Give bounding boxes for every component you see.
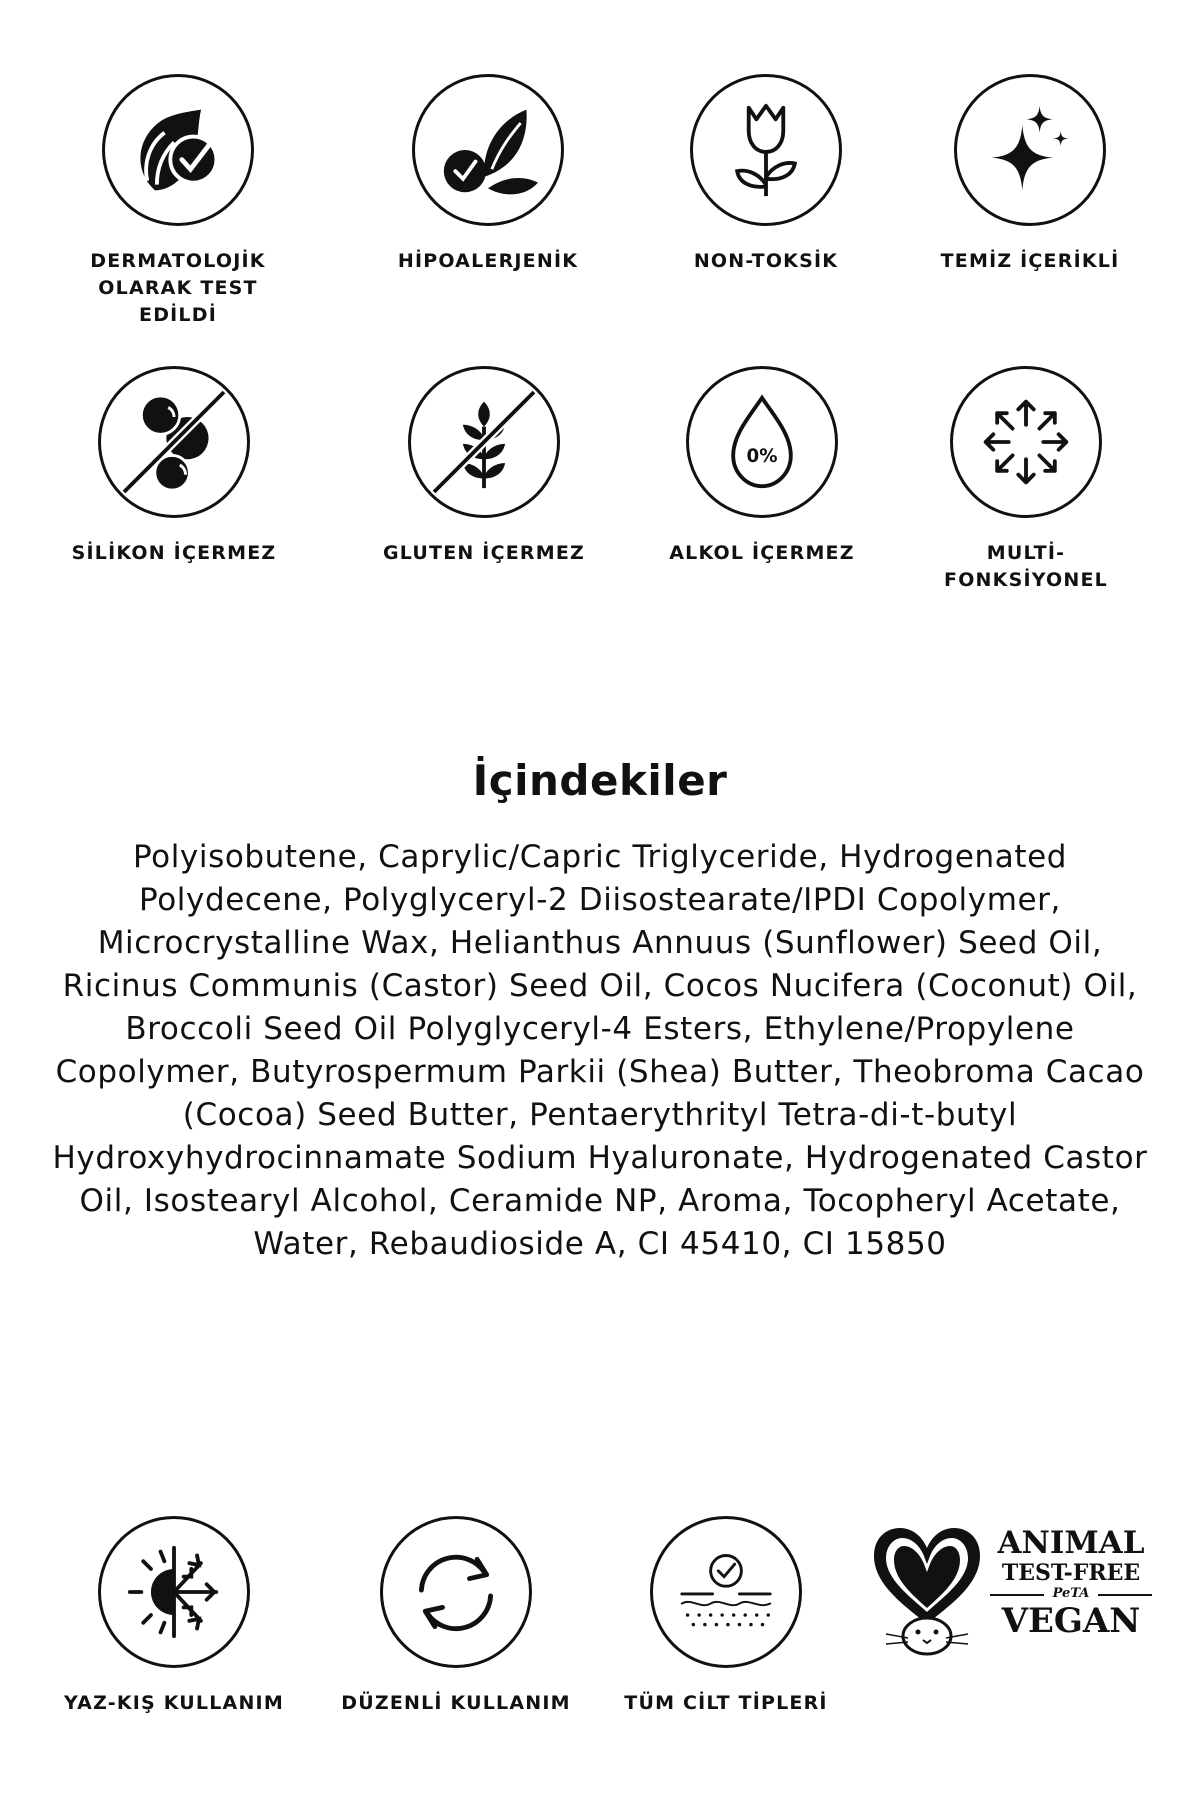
- badge-dermatologically-tested: [58, 74, 298, 329]
- drop-zero-percent-icon: [686, 366, 838, 518]
- sparkle-icon: [954, 74, 1106, 226]
- badge-label: MULTİ-FONKSİYONEL: [944, 542, 1108, 591]
- badge-label: TÜM CİLT TİPLERİ: [624, 1692, 828, 1714]
- zero-percent-text: 0%: [746, 446, 778, 468]
- peta-badge: [868, 1522, 1158, 1662]
- leaves-check-icon: [412, 74, 564, 226]
- badge-label: GLUTEN İÇERMEZ: [383, 542, 585, 564]
- badge-label: HİPOALERJENİK: [397, 250, 579, 272]
- badge-label: YAZ-KIŞ KULLANIM: [64, 1692, 284, 1714]
- peta-test-free-text: TEST-FREE: [1001, 1560, 1141, 1586]
- badge-label: DERMATOLOJİK OLARAK TEST EDİLDİ: [90, 250, 266, 326]
- badge-alcohol-free: [642, 366, 882, 567]
- badge-silicone-free: [54, 366, 294, 567]
- badge-label: SİLİKON İÇERMEZ: [71, 542, 277, 564]
- leaf-check-icon: [102, 74, 254, 226]
- badge-summer-winter: [54, 1516, 294, 1717]
- badge-label: ALKOL İÇERMEZ: [669, 542, 855, 564]
- ingredients-title: İçindekiler: [472, 756, 728, 805]
- tulip-icon: [690, 74, 842, 226]
- refresh-icon: [380, 1516, 532, 1668]
- badge-label: NON-TOKSİK: [693, 250, 839, 272]
- peta-wordmark: PeTA: [986, 1586, 1156, 1602]
- badge-label: TEMİZ İÇERİKLİ: [940, 250, 1120, 272]
- bunny-heart-logo: [868, 1522, 986, 1662]
- badge-regular-use: [336, 1516, 576, 1717]
- badge-gluten-free: [364, 366, 604, 567]
- badge-clean-ingredients: [910, 74, 1150, 275]
- badge-multi-functional: [906, 366, 1146, 594]
- sun-snowflake-icon: [98, 1516, 250, 1668]
- badge-non-toxic: [646, 74, 886, 275]
- badge-hypoallergenic: [368, 74, 608, 275]
- no-gluten-icon: [408, 366, 560, 518]
- no-silicone-icon: [98, 366, 250, 518]
- peta-animal-text: ANIMAL: [997, 1525, 1145, 1561]
- multi-arrows-icon: [950, 366, 1102, 518]
- badge-label: DÜZENLİ KULLANIM: [341, 1692, 571, 1714]
- ingredients-text: Polyisobutene, Caprylic/Capric Triglyceride, Hydrogenated Polydecene, Polyglyceryl-2 Diisostearate/IPDI Copolymer, Microcrystalline Wax, Helianthus Annuus (Sunflower) Seed Oil, Ricinus Communis (Castor) Seed Oil, Cocos Nucifera (Coconut) Oil, Broccoli Seed Oil Polyglyceryl-4 Esters, Ethylene/Propylene Copolymer, Butyrospermum Parkii (Shea) Butter, Theobroma Cacao (Cocoa) Seed Butter, Pentaerythrityl Tetra-di-t-butyl Hydroxyhydrocinnamate Sodium Hyaluronate, Hydrogenated Castor Oil, Isostearyl Alcohol, Ceramide NP, Aroma, Tocopheryl Acetate, Water, Rebaudioside A, CI 45410, CI 15850: [52, 839, 1148, 1262]
- skin-layers-check-icon: [650, 1516, 802, 1668]
- peta-vegan-text: VEGAN: [1001, 1601, 1141, 1641]
- badge-all-skin-types: [606, 1516, 846, 1717]
